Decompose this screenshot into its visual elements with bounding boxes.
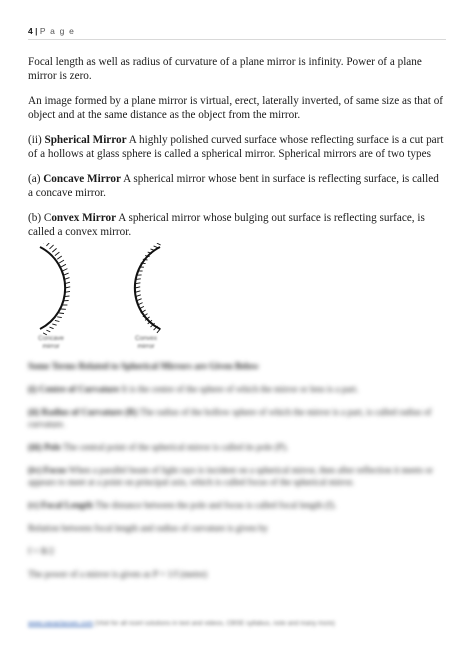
paragraph-spherical-mirror (28, 133, 446, 161)
hatch-mark (62, 269, 67, 271)
paragraph-text: An image formed by a plane mirror is virtual, erect, laterally inverted, of same size as that of object and at the same distance as the object from the mirror. (28, 95, 444, 121)
hatch-mark (61, 264, 66, 267)
section-heading: Some Terms Related to Spherical Mirrors are Given Below (28, 361, 259, 371)
hatch-mark (59, 313, 64, 314)
concave-mirror-hatching (43, 243, 70, 335)
hatch-mark (154, 246, 158, 248)
convex-mirror-caption: Convex mirror (134, 335, 158, 350)
concave-mirror-caption: Concave mirror (38, 335, 64, 350)
term-text: When a parallel beam of light rays is incident on a spherical mirror, then after reflection it meets or appears to meet at a point on principal axis, which is called focus of the spherical mirror. (28, 465, 433, 487)
term-label: (v) Focal Length (28, 500, 93, 510)
term-radius-of-curvature (28, 406, 446, 430)
hatch-mark (136, 279, 141, 280)
term-text: It is the centre of the sphere of which the mirror or lens is a part. (119, 384, 359, 394)
item-prefix: (ii) (28, 134, 45, 146)
relation-text: Relation between focal length and radius of curvature is given by (28, 523, 268, 533)
paragraph-text: A highly polished curved surface whose reflecting surface is a cut part of a hollows at glass sphere is called a spherical mirror. Spherical mirrors are of two types (28, 134, 444, 160)
hatch-mark (55, 320, 60, 321)
paragraph-convex-mirror (28, 211, 446, 239)
paragraph-text: A spherical mirror whose bent in surface is reflecting surface, is called a concave mirror. (28, 173, 439, 199)
term-label: (iii) Pole (28, 442, 61, 452)
term-label: (i) Centre of Curvature (28, 384, 120, 394)
concave-mirror-arc (40, 247, 65, 329)
term-label: (ii) Radius of Curvature (R) (28, 407, 138, 417)
page-label: P a g e (39, 26, 76, 36)
page-footer (28, 620, 446, 627)
page-number: 4 (28, 26, 33, 36)
hatch-mark (46, 330, 50, 332)
paragraph-text: A spherical mirror whose bulging out surface is reflecting surface, is called a convex mirror. (28, 212, 425, 238)
hatch-mark (57, 317, 62, 318)
hatch-mark (52, 324, 56, 325)
hatch-mark (64, 296, 69, 297)
term-pole (28, 441, 446, 453)
hatch-mark (141, 263, 146, 264)
header-rule (28, 39, 446, 40)
footer-link[interactable]: www.vavaclasses.com (28, 620, 94, 627)
term-convex-mirror: onvex Mirror (51, 212, 117, 224)
paragraph-plane-mirror-image (28, 94, 446, 122)
footer-text: (Visit for all ncert solutions in text and videos, CBSE syllabus, note and many more) (94, 620, 335, 627)
hatch-mark (50, 245, 54, 249)
term-label: (iv) Focus (28, 465, 67, 475)
item-prefix: (b) C (28, 212, 52, 224)
formula: f = R/2 (28, 546, 55, 556)
hatch-mark (52, 248, 56, 252)
hatch-mark (55, 252, 60, 256)
paragraph-plane-mirror-focal (28, 55, 446, 83)
hatch-mark (59, 260, 64, 263)
item-prefix: (a) (28, 173, 44, 185)
term-spherical-mirror: Spherical Mirror (44, 134, 127, 146)
hatch-mark (57, 256, 62, 259)
header-separator: | (35, 26, 38, 36)
convex-mirror-arc (135, 247, 160, 329)
hatch-mark (157, 243, 161, 245)
hatch-mark (46, 243, 50, 246)
document-body (28, 55, 446, 250)
page-header (28, 26, 448, 36)
term-text: The central point of the spherical mirror is called its pole (P). (60, 442, 289, 452)
term-text: The distance between the pole and focus is called focal length (f). (92, 500, 337, 510)
term-centre-of-curvature (28, 383, 446, 395)
paragraph-concave-mirror (28, 172, 446, 200)
hatch-mark (50, 327, 54, 329)
blurred-section (28, 360, 446, 591)
mirror-figure (28, 243, 178, 358)
term-concave-mirror: Concave Mirror (43, 173, 121, 185)
mirror-diagram (28, 243, 178, 338)
term-text: The radius of the hollow sphere of which the mirror is a part, is called radius of curvature. (28, 407, 432, 429)
paragraph-text: Focal length as well as radius of curvature of a plane mirror is infinity. Power of a plane mirror is zero. (28, 56, 422, 82)
term-focus (28, 464, 446, 488)
power-text: The power of a mirror is given as P = 1/f (metre) (28, 569, 208, 579)
term-focal-length (28, 499, 446, 511)
hatch-mark (64, 273, 69, 275)
